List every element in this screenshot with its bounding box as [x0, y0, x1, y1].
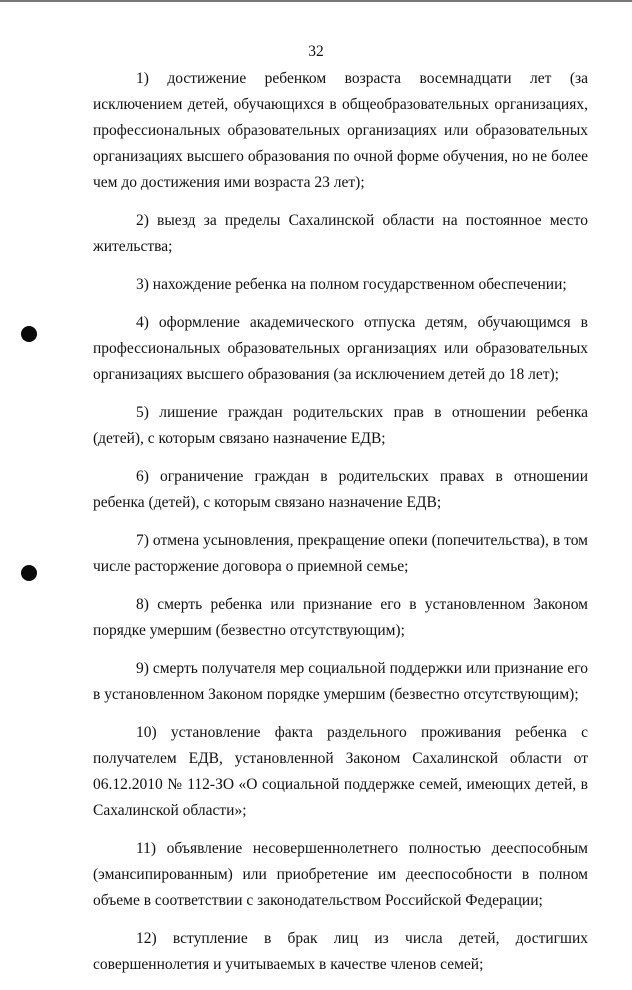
list-item: 4) оформление академического отпуска детям, обучающимся в профессиональных образовательных организациях или образовательных организациях высшего образования (за исключением детей до 18 лет);	[93, 314, 588, 383]
page-top-edge	[0, 0, 632, 2]
list-item: 1) достижение ребенком возраста восемнадцати лет (за исключением детей, обучающихся в общеобразовательных организациях, профессиональных образовательных организациях или образовательных организациях высшего образования по очной форме обучения, но не более чем до достижения ими возраста 23 лет);	[93, 70, 588, 191]
list-item: 6) ограничение граждан в родительских правах в отношении ребенка (детей), с которым связано назначение ЕДВ;	[93, 468, 588, 511]
list-item: 5) лишение граждан родительских прав в отношении ребенка (детей), с которым связано назначение ЕДВ;	[93, 404, 588, 447]
list-item: 11) объявление несовершеннолетнего полностью дееспособным (эмансипированным) или приобретение им дееспособности в полном объеме в соответствии с законодательством Российской Федерации;	[93, 840, 588, 909]
list-item: 8) смерть ребенка или признание его в установленном Законом порядке умершим (безвестно отсутствующим);	[93, 596, 588, 639]
binder-hole-punch	[21, 565, 37, 581]
page-number: 32	[308, 43, 324, 60]
list-item: 7) отмена усыновления, прекращение опеки (попечительства), в том числе расторжение договора о приемной семье;	[93, 532, 588, 575]
document-body	[93, 66, 588, 990]
list-item: 9) смерть получателя мер социальной поддержки или признание его в установленном Законом порядке умершим (безвестно отсутствующим);	[93, 660, 588, 703]
list-item: 2) выезд за пределы Сахалинской области на постоянное место жительства;	[93, 212, 588, 255]
list-item: 3) нахождение ребенка на полном государственном обеспечении;	[136, 276, 567, 293]
list-item: 12) вступление в брак лиц из числа детей, достигших совершеннолетия и учитываемых в качестве членов семей;	[93, 930, 588, 973]
binder-hole-punch	[21, 326, 37, 342]
list-item: 10) установление факта раздельного проживания ребенка с получателем ЕДВ, установленной Законом Сахалинской области от 06.12.2010 № 112-ЗО «О социальной поддержке семей, имеющих детей, в Сахалинской области»;	[93, 724, 588, 819]
